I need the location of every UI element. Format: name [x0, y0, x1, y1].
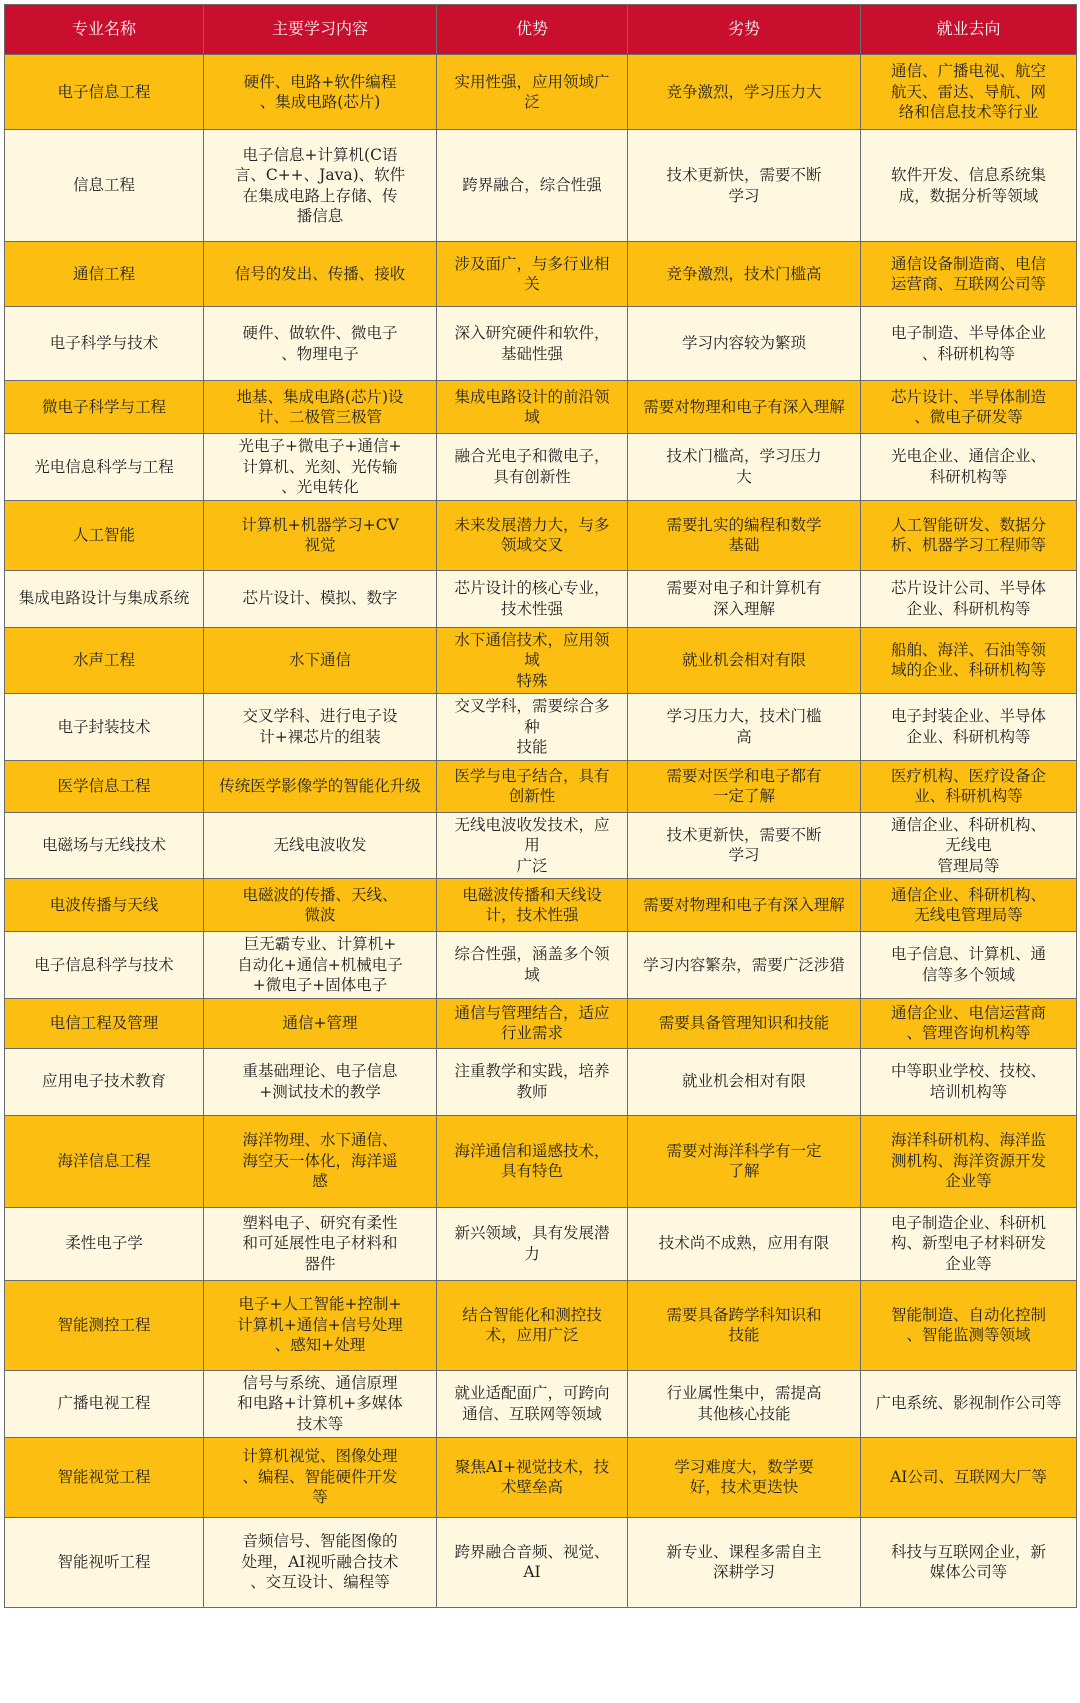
cell-career: 中等职业学校、技校、 培训机构等: [861, 1048, 1077, 1115]
cell-main-content: 信号与系统、通信原理 和电路+计算机+多媒体 技术等: [204, 1370, 437, 1437]
cell-main-content: 计算机+机器学习+CV 视觉: [204, 500, 437, 570]
table-row: [5, 760, 1077, 812]
cell-major-name: 电子封装技术: [5, 694, 204, 761]
cell-disadvantages: 需要对医学和电子都有 一定了解: [628, 760, 861, 812]
cell-advantages: 无线电波收发技术，应用 广泛: [437, 812, 628, 879]
cell-advantages: 芯片设计的核心专业， 技术性强: [437, 570, 628, 627]
cell-advantages: 跨界融合音频、视觉、 AI: [437, 1517, 628, 1607]
cell-disadvantages: 需要扎实的编程和数学 基础: [628, 500, 861, 570]
table-row: [5, 812, 1077, 879]
cell-major-name: 电磁场与无线技术: [5, 812, 204, 879]
cell-career: 通信企业、科研机构、 无线电 管理局等: [861, 812, 1077, 879]
cell-main-content: 无线电波收发: [204, 812, 437, 879]
cell-advantages: 医学与电子结合，具有 创新性: [437, 760, 628, 812]
cell-disadvantages: 新专业、课程多需自主 深耕学习: [628, 1517, 861, 1607]
cell-major-name: 应用电子技术教育: [5, 1048, 204, 1115]
cell-career: 芯片设计公司、半导体 企业、科研机构等: [861, 570, 1077, 627]
cell-career: 电子制造、半导体企业 、科研机构等: [861, 307, 1077, 381]
table-row: [5, 1280, 1077, 1370]
cell-disadvantages: 需要具备管理知识和技能: [628, 998, 861, 1048]
cell-main-content: 传统医学影像学的智能化升级: [204, 760, 437, 812]
cell-main-content: 海洋物理、水下通信、 海空天一体化，海洋遥 感: [204, 1115, 437, 1207]
table-row: [5, 570, 1077, 627]
cell-advantages: 电磁波传播和天线设 计，技术性强: [437, 879, 628, 932]
cell-career: 医疗机构、医疗设备企 业、科研机构等: [861, 760, 1077, 812]
majors-comparison-table: [4, 4, 1077, 1608]
cell-disadvantages: 学习难度大，数学要 好，技术更迭快: [628, 1437, 861, 1517]
table-row: [5, 130, 1077, 242]
table-row: [5, 434, 1077, 501]
table-row: [5, 1370, 1077, 1437]
table-row: [5, 694, 1077, 761]
cell-advantages: 综合性强，涵盖多个领域: [437, 932, 628, 999]
cell-disadvantages: 学习内容较为繁琐: [628, 307, 861, 381]
cell-main-content: 巨无霸专业、计算机+ 自动化+通信+机械电子 +微电子+固体电子: [204, 932, 437, 999]
cell-main-content: 水下通信: [204, 627, 437, 694]
cell-advantages: 聚焦AI+视觉技术，技 术壁垒高: [437, 1437, 628, 1517]
cell-major-name: 集成电路设计与集成系统: [5, 570, 204, 627]
cell-major-name: 信息工程: [5, 130, 204, 242]
header-advantages: 优势: [437, 5, 628, 55]
header-career: 就业去向: [861, 5, 1077, 55]
cell-main-content: 重基础理论、电子信息 +测试技术的教学: [204, 1048, 437, 1115]
cell-major-name: 智能视听工程: [5, 1517, 204, 1607]
table-row: [5, 307, 1077, 381]
cell-major-name: 智能视觉工程: [5, 1437, 204, 1517]
cell-major-name: 电子科学与技术: [5, 307, 204, 381]
cell-career: 电子信息、计算机、通 信等多个领域: [861, 932, 1077, 999]
cell-main-content: 地基、集成电路(芯片)设 计、二极管三极管: [204, 381, 437, 434]
cell-main-content: 电子+人工智能+控制+ 计算机+通信+信号处理 、感知+处理: [204, 1280, 437, 1370]
cell-advantages: 注重教学和实践，培养 教师: [437, 1048, 628, 1115]
table-row: [5, 55, 1077, 130]
majors-table-container: [4, 4, 1077, 1608]
cell-career: 通信企业、科研机构、 无线电管理局等: [861, 879, 1077, 932]
cell-career: 光电企业、通信企业、 科研机构等: [861, 434, 1077, 501]
cell-disadvantages: 学习压力大，技术门槛 高: [628, 694, 861, 761]
cell-career: 软件开发、信息系统集 成，数据分析等领域: [861, 130, 1077, 242]
cell-main-content: 信号的发出、传播、接收: [204, 242, 437, 307]
cell-disadvantages: 竞争激烈，学习压力大: [628, 55, 861, 130]
cell-disadvantages: 需要对海洋科学有一定 了解: [628, 1115, 861, 1207]
cell-major-name: 智能测控工程: [5, 1280, 204, 1370]
table-header: [5, 5, 1077, 55]
cell-disadvantages: 就业机会相对有限: [628, 627, 861, 694]
cell-advantages: 实用性强，应用领域广泛: [437, 55, 628, 130]
cell-career: 海洋科研机构、海洋监 测机构、海洋资源开发 企业等: [861, 1115, 1077, 1207]
table-row: [5, 242, 1077, 307]
cell-advantages: 集成电路设计的前沿领域: [437, 381, 628, 434]
cell-advantages: 跨界融合，综合性强: [437, 130, 628, 242]
cell-major-name: 电子信息工程: [5, 55, 204, 130]
cell-career: 电子制造企业、科研机 构、新型电子材料研发 企业等: [861, 1207, 1077, 1280]
cell-advantages: 涉及面广，与多行业相关: [437, 242, 628, 307]
cell-major-name: 电子信息科学与技术: [5, 932, 204, 999]
cell-advantages: 通信与管理结合，适应 行业需求: [437, 998, 628, 1048]
cell-advantages: 结合智能化和测控技 术，应用广泛: [437, 1280, 628, 1370]
cell-disadvantages: 技术更新快，需要不断 学习: [628, 130, 861, 242]
cell-advantages: 融合光电子和微电子， 具有创新性: [437, 434, 628, 501]
cell-major-name: 通信工程: [5, 242, 204, 307]
cell-main-content: 塑料电子、研究有柔性 和可延展性电子材料和 器件: [204, 1207, 437, 1280]
cell-main-content: 电子信息+计算机(C语 言、C++、Java)、软件 在集成电路上存储、传 播信息: [204, 130, 437, 242]
header-major-name: 专业名称: [5, 5, 204, 55]
cell-disadvantages: 行业属性集中，需提高 其他核心技能: [628, 1370, 861, 1437]
cell-career: 芯片设计、半导体制造 、微电子研发等: [861, 381, 1077, 434]
cell-main-content: 通信+管理: [204, 998, 437, 1048]
cell-disadvantages: 就业机会相对有限: [628, 1048, 861, 1115]
cell-advantages: 交叉学科，需要综合多种 技能: [437, 694, 628, 761]
cell-advantages: 海洋通信和遥感技术， 具有特色: [437, 1115, 628, 1207]
cell-major-name: 海洋信息工程: [5, 1115, 204, 1207]
cell-career: 智能制造、自动化控制 、智能监测等领域: [861, 1280, 1077, 1370]
cell-major-name: 广播电视工程: [5, 1370, 204, 1437]
table-row: [5, 1437, 1077, 1517]
cell-major-name: 水声工程: [5, 627, 204, 694]
cell-major-name: 医学信息工程: [5, 760, 204, 812]
cell-career: 人工智能研发、数据分 析、机器学习工程师等: [861, 500, 1077, 570]
cell-advantages: 深入研究硬件和软件， 基础性强: [437, 307, 628, 381]
cell-disadvantages: 技术门槛高，学习压力 大: [628, 434, 861, 501]
cell-disadvantages: 需要具备跨学科知识和 技能: [628, 1280, 861, 1370]
cell-main-content: 计算机视觉、图像处理 、编程、智能硬件开发 等: [204, 1437, 437, 1517]
cell-advantages: 未来发展潜力大，与多 领域交叉: [437, 500, 628, 570]
cell-disadvantages: 需要对物理和电子有深入理解: [628, 381, 861, 434]
cell-advantages: 就业适配面广，可跨向 通信、互联网等领域: [437, 1370, 628, 1437]
cell-major-name: 光电信息科学与工程: [5, 434, 204, 501]
cell-main-content: 硬件、电路+软件编程 、集成电路(芯片): [204, 55, 437, 130]
cell-major-name: 柔性电子学: [5, 1207, 204, 1280]
cell-disadvantages: 技术更新快，需要不断 学习: [628, 812, 861, 879]
cell-major-name: 电波传播与天线: [5, 879, 204, 932]
table-row: [5, 500, 1077, 570]
cell-career: 科技与互联网企业，新 媒体公司等: [861, 1517, 1077, 1607]
cell-main-content: 芯片设计、模拟、数字: [204, 570, 437, 627]
cell-major-name: 人工智能: [5, 500, 204, 570]
cell-advantages: 水下通信技术，应用领域 特殊: [437, 627, 628, 694]
table-row: [5, 1517, 1077, 1607]
table-row: [5, 879, 1077, 932]
cell-career: 船舶、海洋、石油等领 域的企业、科研机构等: [861, 627, 1077, 694]
table-row: [5, 627, 1077, 694]
table-row: [5, 998, 1077, 1048]
cell-advantages: 新兴领域，具有发展潜力: [437, 1207, 628, 1280]
cell-disadvantages: 竞争激烈，技术门槛高: [628, 242, 861, 307]
cell-main-content: 光电子+微电子+通信+ 计算机、光刻、光传输 、光电转化: [204, 434, 437, 501]
cell-main-content: 交叉学科、进行电子设 计+裸芯片的组装: [204, 694, 437, 761]
header-row: [5, 5, 1077, 55]
cell-disadvantages: 学习内容繁杂，需要广泛涉猎: [628, 932, 861, 999]
cell-main-content: 音频信号、智能图像的 处理，AI视听融合技术 、交互设计、编程等: [204, 1517, 437, 1607]
cell-major-name: 电信工程及管理: [5, 998, 204, 1048]
cell-main-content: 硬件、做软件、微电子 、物理电子: [204, 307, 437, 381]
cell-disadvantages: 需要对电子和计算机有 深入理解: [628, 570, 861, 627]
table-row: [5, 932, 1077, 999]
cell-career: 通信、广播电视、航空 航天、雷达、导航、网 络和信息技术等行业: [861, 55, 1077, 130]
header-disadvantages: 劣势: [628, 5, 861, 55]
table-row: [5, 1207, 1077, 1280]
cell-career: 广电系统、影视制作公司等: [861, 1370, 1077, 1437]
cell-disadvantages: 技术尚不成熟，应用有限: [628, 1207, 861, 1280]
header-main-content: 主要学习内容: [204, 5, 437, 55]
cell-career: 电子封装企业、半导体 企业、科研机构等: [861, 694, 1077, 761]
table-row: [5, 1048, 1077, 1115]
cell-disadvantages: 需要对物理和电子有深入理解: [628, 879, 861, 932]
cell-major-name: 微电子科学与工程: [5, 381, 204, 434]
table-body: [5, 55, 1077, 1608]
cell-career: AI公司、互联网大厂等: [861, 1437, 1077, 1517]
table-row: [5, 1115, 1077, 1207]
table-row: [5, 381, 1077, 434]
cell-main-content: 电磁波的传播、天线、 微波: [204, 879, 437, 932]
cell-career: 通信企业、电信运营商 、管理咨询机构等: [861, 998, 1077, 1048]
cell-career: 通信设备制造商、电信 运营商、互联网公司等: [861, 242, 1077, 307]
